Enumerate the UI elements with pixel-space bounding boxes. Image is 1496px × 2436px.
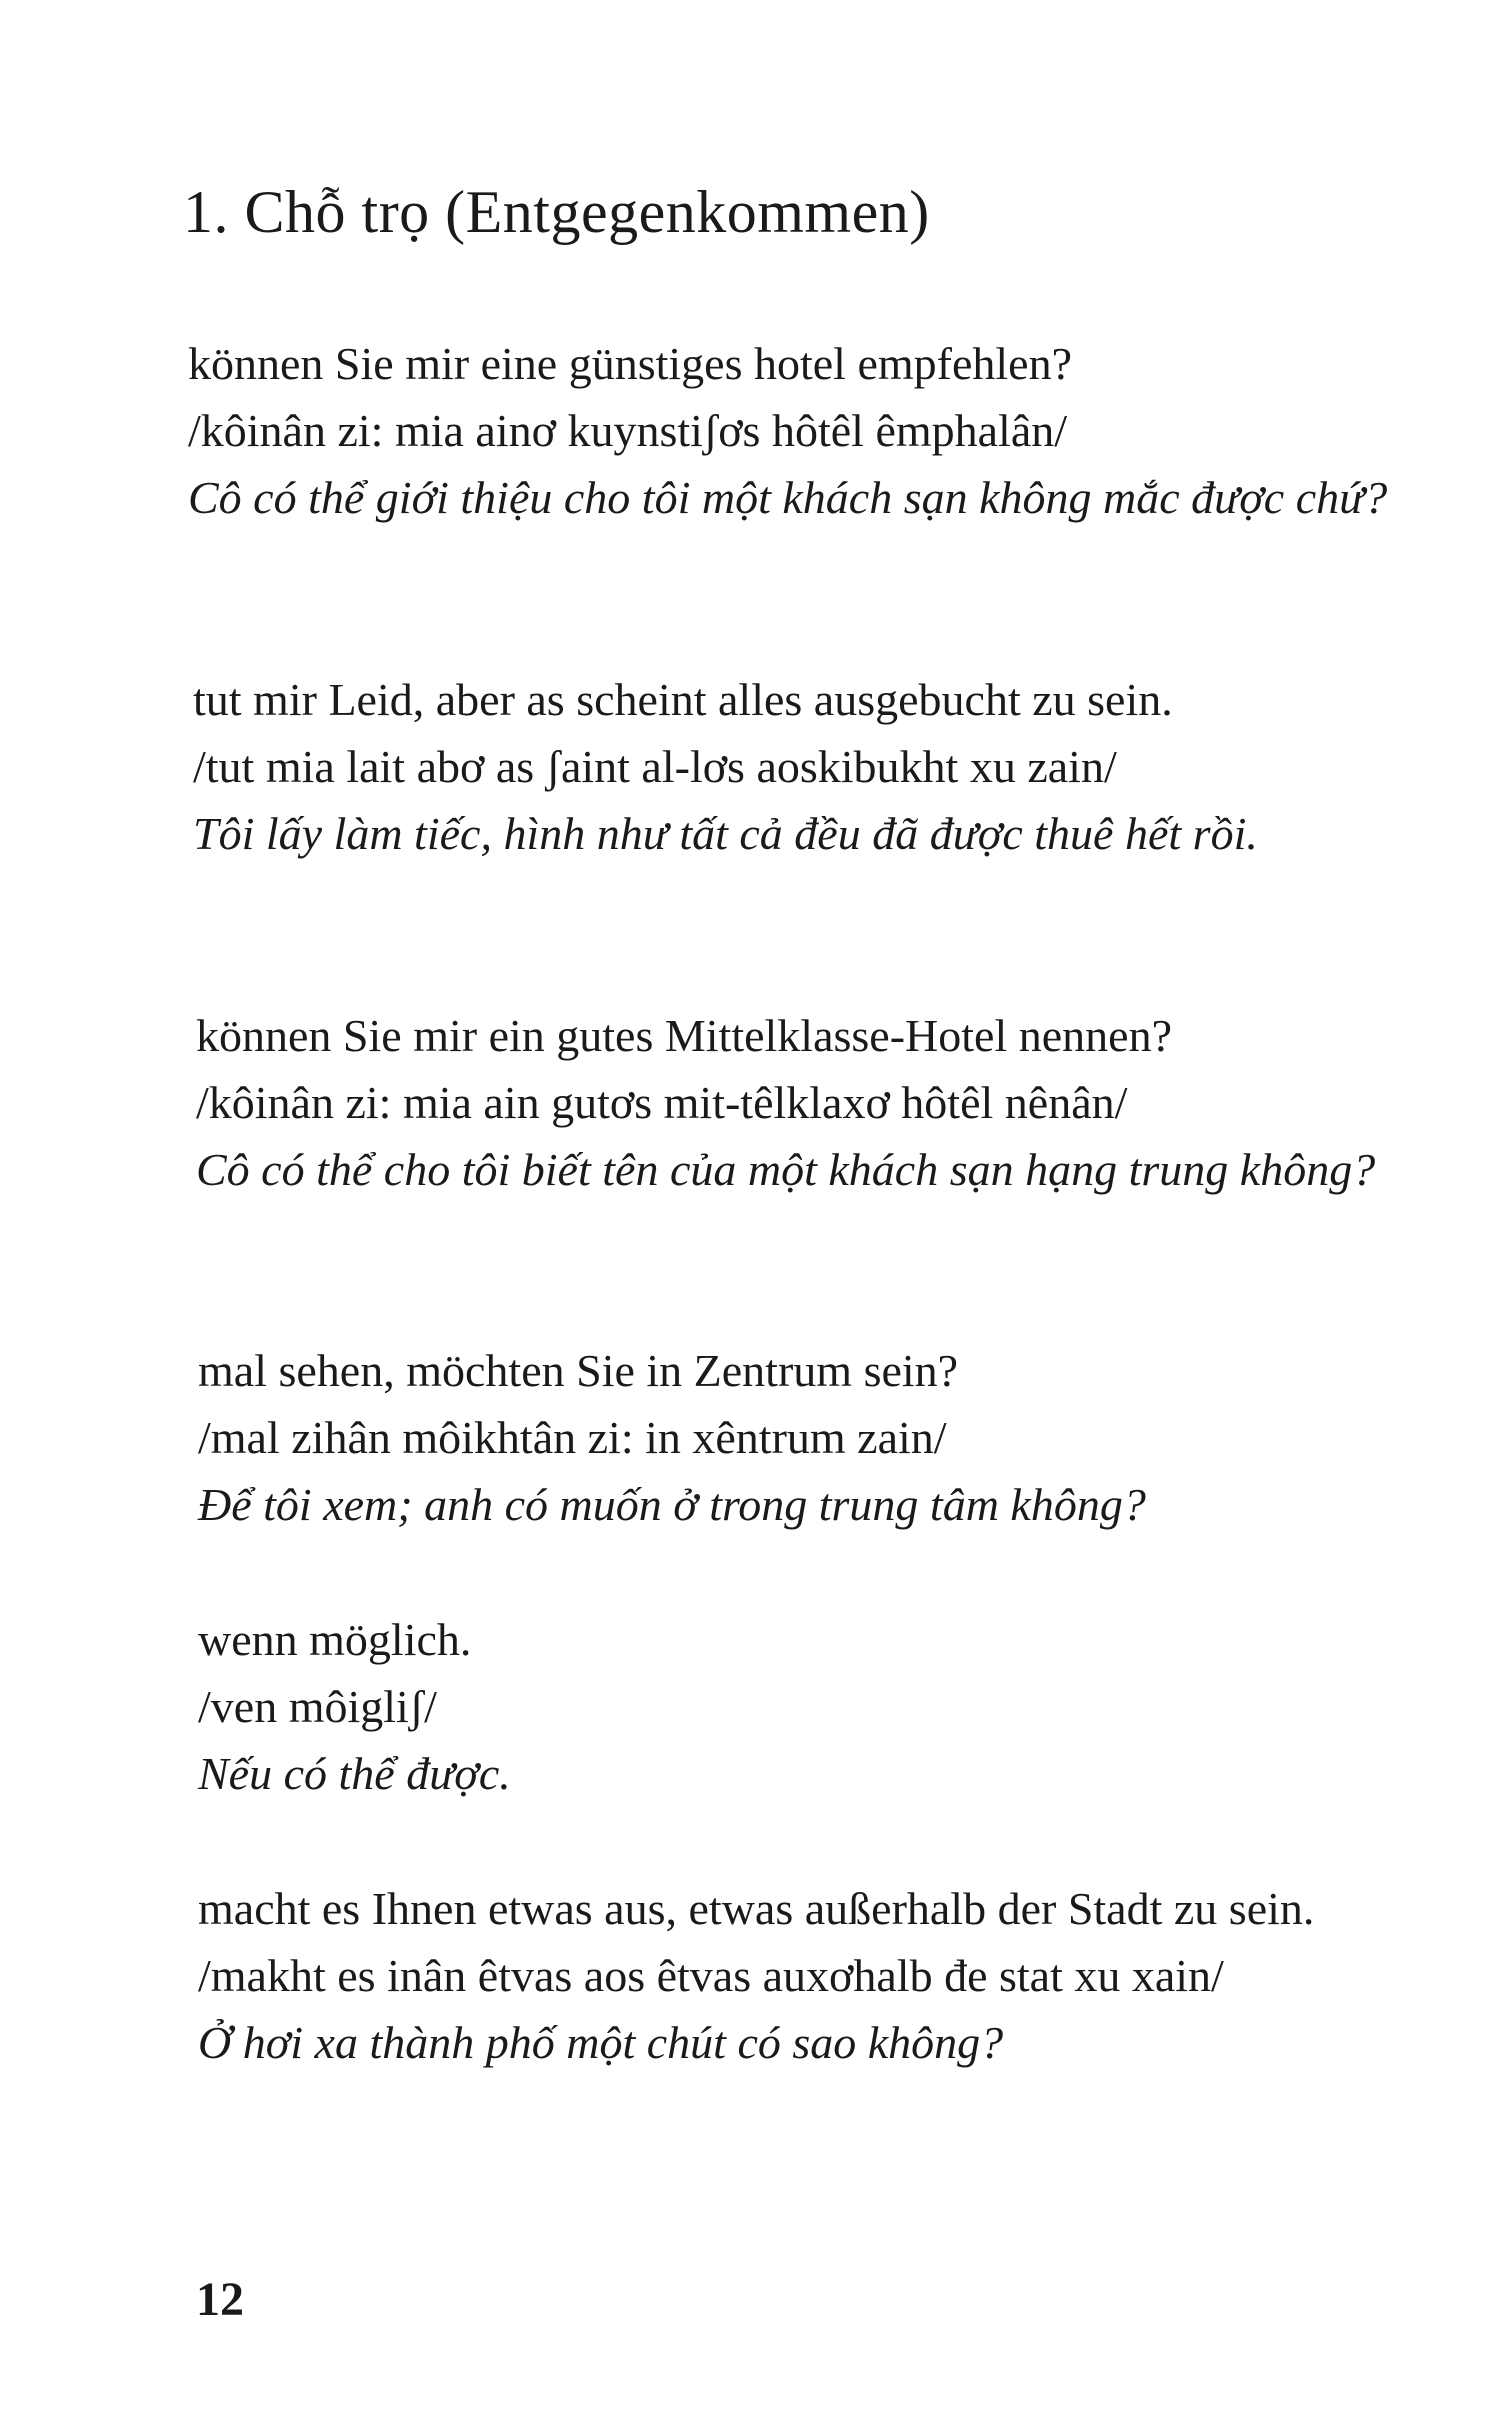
german-phrase: macht es Ihnen etwas aus, etwas außerhalb der Stadt zu sein. xyxy=(198,1883,1315,1934)
german-phrase: wenn möglich. xyxy=(198,1614,472,1665)
phrase-entry xyxy=(196,1002,1426,1203)
vietnamese-translation: Cô có thể cho tôi biết tên của một khách sạn hạng trung không? xyxy=(196,1144,1376,1195)
phrase-entry xyxy=(188,330,1418,531)
pronunciation: /kôinân zi: mia ain gutơs mit-têlklaxơ hôtêl nênân/ xyxy=(196,1077,1128,1128)
phrase-entry xyxy=(198,1875,1443,2076)
vietnamese-translation: Để tôi xem; anh có muốn ở trong trung tâm không? xyxy=(198,1479,1146,1530)
pronunciation: /mal zihân môikhtân zi: in xêntrum zain/ xyxy=(198,1412,947,1463)
pronunciation: /ven môigliʃ/ xyxy=(198,1681,437,1732)
phrase-entry xyxy=(193,666,1423,867)
german-phrase: tut mir Leid, aber as scheint alles ausgebucht zu sein. xyxy=(193,674,1173,725)
section-title: 1. Chỗ trọ (Entgegenkommen) xyxy=(183,179,930,245)
german-phrase: können Sie mir ein gutes Mittelklasse-Hotel nennen? xyxy=(196,1010,1172,1061)
vietnamese-translation: Tôi lấy làm tiếc, hình như tất cả đều đã được thuê hết rồi. xyxy=(193,808,1258,859)
pronunciation: /kôinân zi: mia ainơ kuynstiʃơs hôtêl êmphalân/ xyxy=(188,405,1068,456)
page-number: 12 xyxy=(196,2273,244,2326)
vietnamese-translation: Nếu có thể được. xyxy=(198,1748,511,1799)
phrase-entry xyxy=(198,1337,1428,1538)
pronunciation: /tut mia lait abơ as ʃaint al-lơs aoskibukht xu zain/ xyxy=(193,741,1117,792)
phrase-entry xyxy=(198,1606,1428,1807)
german-phrase: können Sie mir eine günstiges hotel empfehlen? xyxy=(188,338,1072,389)
vietnamese-translation: Cô có thể giới thiệu cho tôi một khách sạn không mắc được chứ? xyxy=(188,472,1388,523)
pronunciation: /makht es inân êtvas aos êtvas auxơhalb đe stat xu xain/ xyxy=(198,1950,1224,2001)
german-phrase: mal sehen, möchten Sie in Zentrum sein? xyxy=(198,1345,959,1396)
vietnamese-translation: Ở hơi xa thành phố một chút có sao không? xyxy=(198,2017,1004,2068)
